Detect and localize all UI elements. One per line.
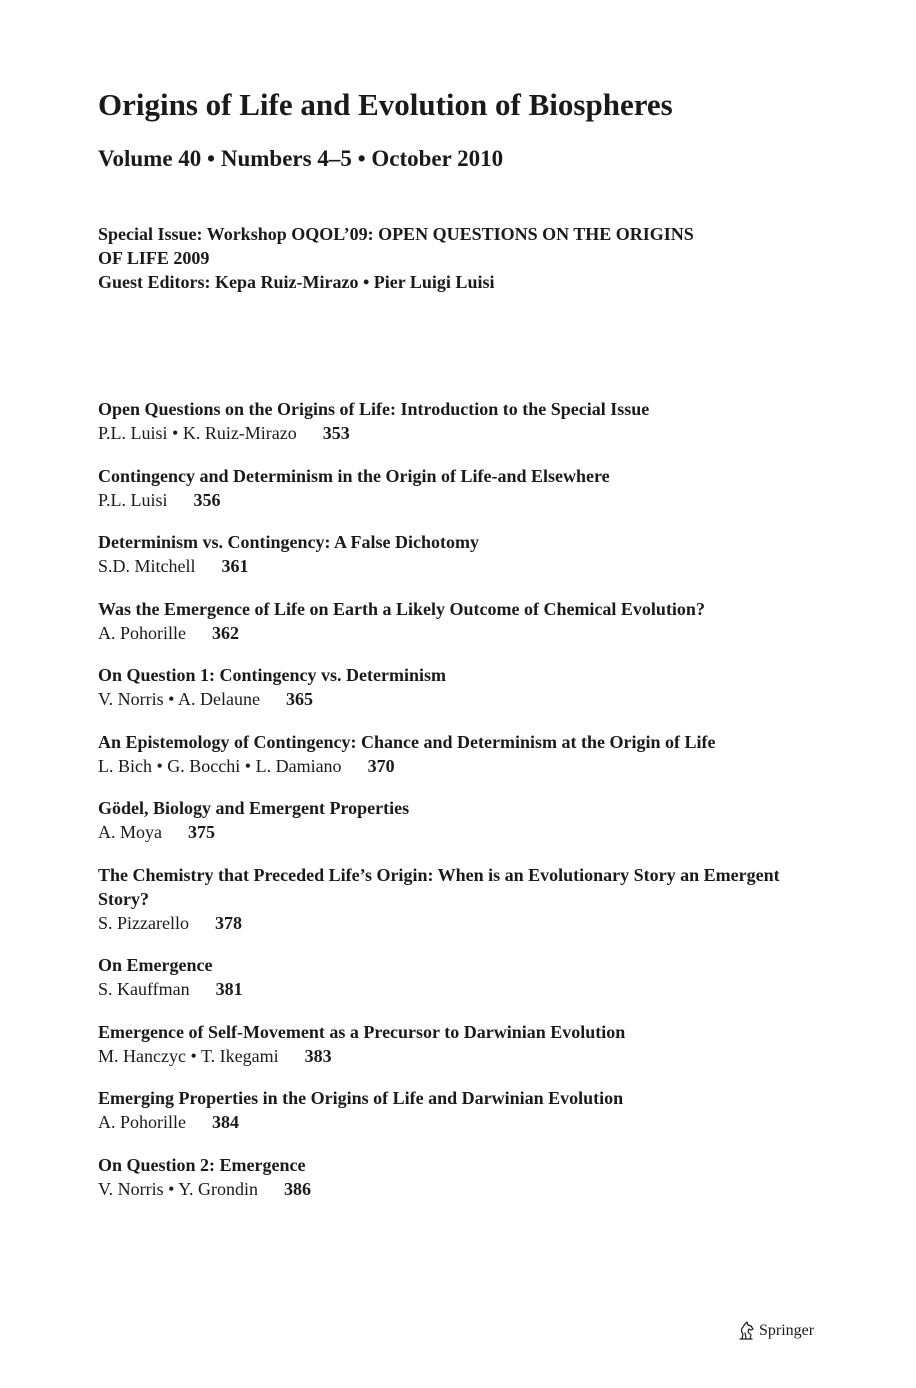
- toc-entry-page: 370: [367, 755, 395, 776]
- toc-entry[interactable]: [98, 953, 858, 1001]
- toc-entry[interactable]: [98, 530, 858, 578]
- toc-entry-authors: A. Moya: [98, 822, 162, 842]
- toc-entry[interactable]: [98, 1086, 858, 1134]
- toc-entry-authors: P.L. Luisi • K. Ruiz-Mirazo: [98, 423, 297, 443]
- toc-entry-authors: A. Pohorille: [98, 622, 186, 643]
- toc-entry-page: 362: [212, 622, 239, 643]
- special-issue-title-line-2: OF LIFE 2009: [98, 248, 210, 268]
- toc-entry[interactable]: [98, 397, 858, 445]
- toc-entry-title[interactable]: Determinism vs. Contingency: A False Dichotomy: [98, 532, 479, 552]
- toc-entry-authors: L. Bich • G. Bocchi • L. Damiano: [98, 755, 342, 776]
- toc-entry-page: 356: [193, 489, 221, 510]
- toc-entry-title[interactable]: Gödel, Biology and Emergent Properties: [98, 798, 410, 818]
- toc-entry-page: 384: [212, 1112, 239, 1132]
- toc-entry[interactable]: [98, 863, 858, 935]
- toc-entry-page: 361: [221, 556, 249, 576]
- issue-line: Volume 40 • Numbers 4–5 • October 2010: [98, 146, 504, 171]
- journal-title: Origins of Life and Evolution of Biospheres: [98, 87, 673, 122]
- toc-entry-authors: V. Norris • Y. Grondin: [98, 1178, 258, 1199]
- toc-entry-page: 386: [283, 1178, 311, 1199]
- toc-entry-title[interactable]: Contingency and Determinism in the Origin of Life-and Elsewhere: [98, 465, 610, 486]
- toc-entry[interactable]: [98, 796, 858, 844]
- table-of-contents: [98, 397, 858, 1219]
- toc-entry-title[interactable]: On Emergence: [98, 955, 213, 975]
- publisher-name: Springer: [759, 1322, 815, 1339]
- toc-entry-page: 378: [214, 912, 242, 933]
- toc-entry-authors: P.L. Luisi: [98, 489, 168, 510]
- toc-entry-page: 383: [304, 1045, 332, 1066]
- toc-entry-authors: S. Pizzarello: [98, 912, 189, 933]
- toc-entry-authors: V. Norris • A. Delaune: [98, 689, 260, 709]
- toc-entry-page: 365: [285, 689, 313, 709]
- special-issue-block: [98, 222, 798, 294]
- toc-entry[interactable]: [98, 464, 858, 512]
- springer-horse-icon: [738, 1321, 756, 1341]
- toc-entry-page: 375: [188, 822, 215, 842]
- toc-entry-authors: A. Pohorille: [98, 1112, 186, 1132]
- toc-entry[interactable]: [98, 1020, 858, 1068]
- toc-entry-authors: S.D. Mitchell: [98, 556, 196, 576]
- toc-entry-authors: S. Kauffman: [98, 979, 190, 999]
- toc-entry-title[interactable]: The Chemistry that Preceded Life’s Origin: When is an Evolutionary Story an Emergent Story?: [98, 864, 780, 909]
- toc-entry[interactable]: [98, 663, 858, 711]
- toc-entry-title[interactable]: An Epistemology of Contingency: Chance and Determinism at the Origin of Life: [98, 731, 716, 752]
- special-issue-title-line-1: Special Issue: Workshop OQOL’09: OPEN QUESTIONS ON THE ORIGINS: [98, 224, 694, 244]
- toc-entry-title[interactable]: Was the Emergence of Life on Earth a Likely Outcome of Chemical Evolution?: [98, 598, 705, 619]
- toc-entry[interactable]: [98, 597, 858, 645]
- toc-entry-title[interactable]: Open Questions on the Origins of Life: Introduction to the Special Issue: [98, 399, 650, 419]
- toc-entry-authors: M. Hanczyc • T. Ikegami: [98, 1045, 279, 1066]
- toc-entry-page: 353: [322, 423, 350, 443]
- toc-entry[interactable]: [98, 1153, 858, 1201]
- toc-entry-title[interactable]: Emerging Properties in the Origins of Life and Darwinian Evolution: [98, 1088, 624, 1108]
- toc-entry-title[interactable]: Emergence of Self-Movement as a Precursor to Darwinian Evolution: [98, 1021, 626, 1042]
- guest-editors: Guest Editors: Kepa Ruiz-Mirazo • Pier Luigi Luisi: [98, 272, 495, 292]
- toc-entry-page: 381: [215, 979, 243, 999]
- toc-entry-title[interactable]: On Question 1: Contingency vs. Determinism: [98, 665, 446, 685]
- publisher-logo: [738, 1320, 814, 1342]
- toc-entry-title[interactable]: On Question 2: Emergence: [98, 1154, 306, 1175]
- toc-entry[interactable]: [98, 730, 858, 778]
